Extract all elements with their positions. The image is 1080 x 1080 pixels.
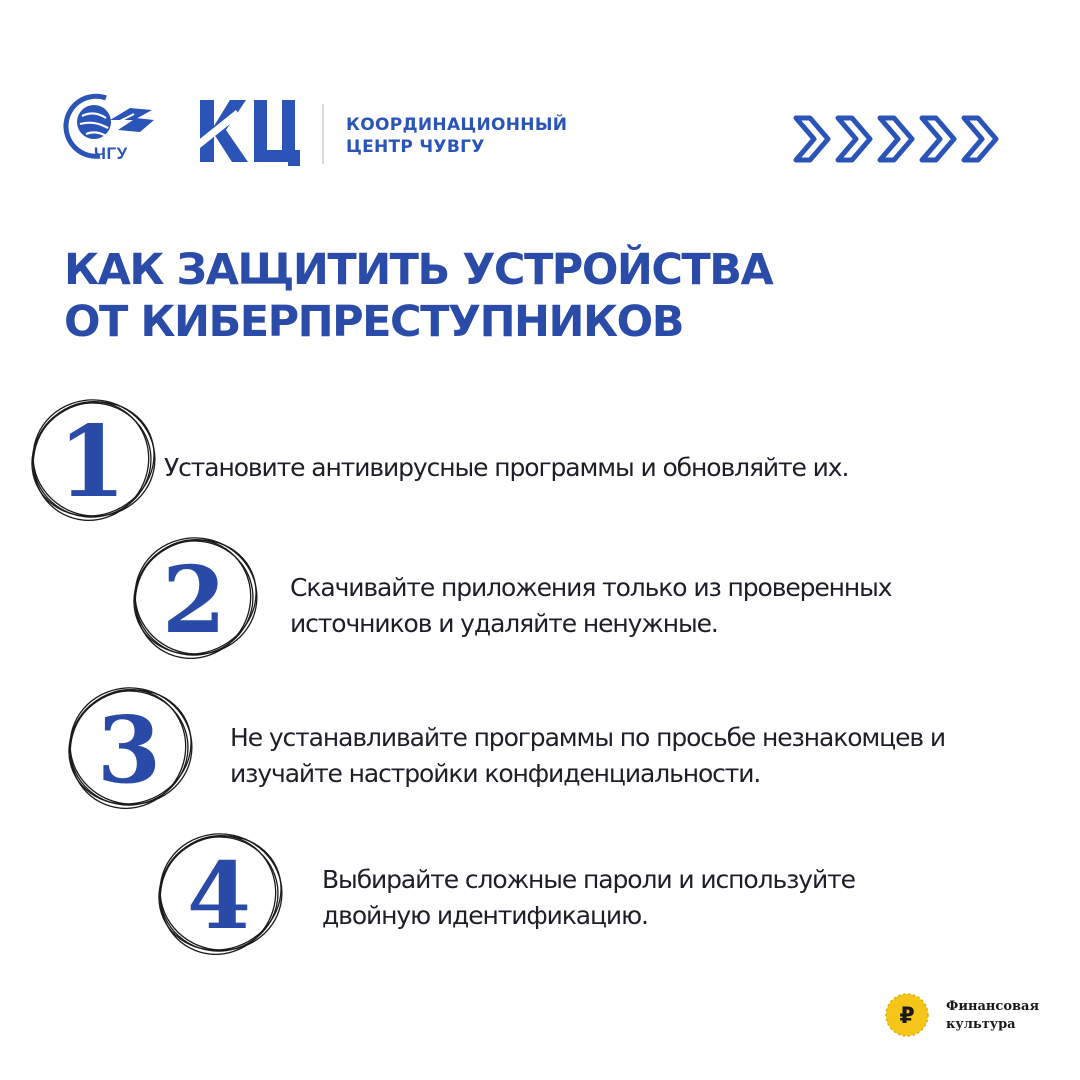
step-4-number-badge	[152, 826, 287, 961]
step-2-line1: Скачивайте приложения только из проверенных	[290, 573, 892, 602]
page-title	[64, 244, 772, 348]
kc-logo	[196, 96, 300, 166]
step-3-line2: изучайте настройки конфиденциальности.	[230, 759, 761, 788]
step-3-text	[230, 720, 1060, 792]
step-4-line1: Выбирайте сложные пароли и используйте	[322, 865, 855, 894]
ruble-coin-icon	[884, 992, 930, 1038]
kc-logo-text: КЦ	[196, 96, 198, 97]
step-3-number: 3	[96, 696, 162, 804]
page-title-line1: КАК ЗАЩИТИТЬ УСТРОЙСТВА	[64, 245, 773, 295]
finance-culture-line1: Финансовая	[946, 999, 1040, 1014]
step-4-line2: двойную идентификацию.	[322, 901, 648, 930]
step-1-text	[164, 450, 1064, 486]
page-title-line2: ОТ КИБЕРПРЕСТУПНИКОВ	[64, 297, 684, 347]
step-2-number-badge	[127, 530, 262, 665]
chgu-logo-text: ЧГУ	[94, 144, 128, 163]
step-2-number: 2	[161, 546, 227, 654]
step-3-number-badge	[62, 680, 197, 815]
step-2-line2: источников и удаляйте ненужные.	[290, 609, 718, 638]
finance-culture-label	[946, 998, 1039, 1034]
step-2-text	[290, 570, 1050, 642]
header-divider	[322, 104, 324, 164]
step-1-number: 1	[57, 405, 127, 520]
finance-culture-line2: культура	[946, 1017, 1016, 1032]
step-4-number: 4	[186, 842, 252, 950]
ruble-symbol: ₽	[899, 1004, 915, 1029]
org-name-line1: КООРДИНАЦИОННЫЙ	[346, 115, 568, 135]
step-3-line1: Не устанавливайте программы по просьбе незнакомцев и	[230, 723, 945, 752]
org-name-line2: ЦЕНТР ЧУВГУ	[346, 137, 485, 157]
chevrons-right-icon	[792, 112, 1010, 166]
step-1-number-badge	[25, 392, 160, 527]
step-1-line1: Установите антивирусные программы и обновляйте их.	[164, 453, 849, 482]
org-name	[346, 114, 567, 158]
step-4-text	[322, 862, 1042, 934]
